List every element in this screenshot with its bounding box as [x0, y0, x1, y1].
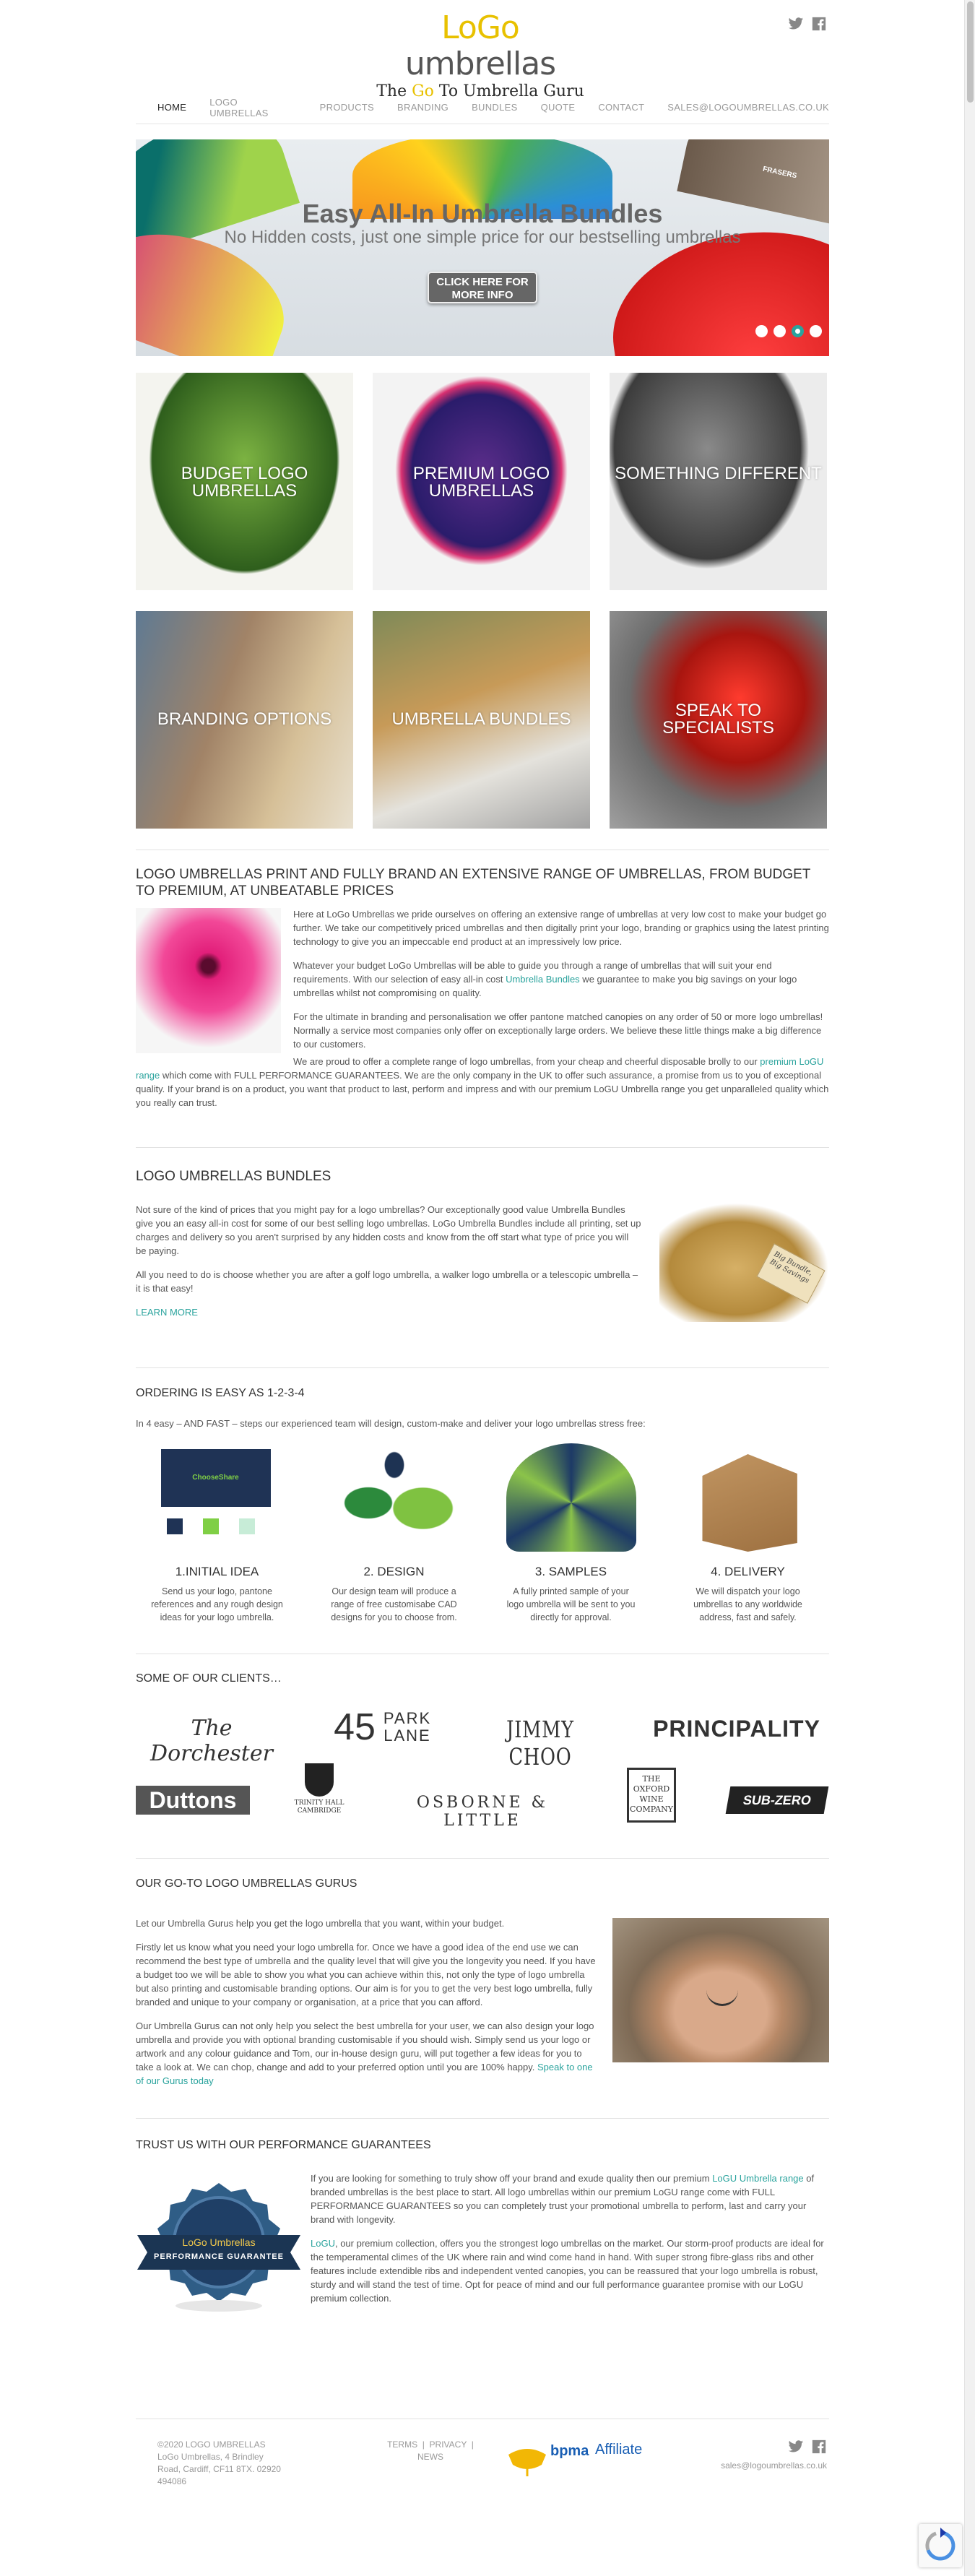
footer-links: TERMS | PRIVACY | NEWS: [387, 2439, 474, 2462]
step-samples: [490, 1443, 652, 1624]
nav-quote[interactable]: QUOTE: [540, 102, 576, 113]
step-title: 4. DELIVERY: [711, 1565, 785, 1578]
text: CAMBRIDGE: [297, 1807, 342, 1815]
pink-umbrella-image: [136, 908, 281, 1053]
address-line: LoGo Umbrellas, 4 Brindley: [157, 2452, 264, 2462]
text: TRINITY HALL: [294, 1799, 344, 1807]
swatch: [203, 1518, 219, 1534]
tile-caption: BUDGET LOGO UMBRELLAS: [181, 464, 308, 501]
address-line: 494086: [157, 2476, 187, 2486]
tile-caption: SOMETHING DIFFERENT: [615, 464, 822, 483]
text: We are proud to offer a complete range of logo umbrellas, from your cheap and cheerful disposable brolly to our: [293, 1056, 760, 1067]
badge-brand: LoGo Umbrellas: [182, 2236, 256, 2248]
client-osborne-little: OSBORNE & LITTLE: [416, 1794, 549, 1830]
hero-cta-button[interactable]: CLICK HERE FOR MORE INFO: [428, 272, 537, 303]
speak-to-guru-link[interactable]: Speak to one of our Gurus today: [136, 2062, 593, 2086]
copyright: ©2020 LOGO UMBRELLAS: [157, 2439, 266, 2450]
client-45-park-lane-text: [378, 1710, 436, 1745]
ordering-intro: In 4 easy – AND FAST – steps our experienced team will design, custom-make and deliver your logo umbrellas stress free:: [136, 1418, 646, 1429]
tile-speak-to-specialists[interactable]: [610, 611, 827, 829]
client-sub-zero: SUB-ZERO: [726, 1786, 829, 1814]
badge-line: PERFORMANCE GUARANTEE: [154, 2252, 284, 2261]
bundles-text: [136, 1203, 641, 1329]
trust-heading: TRUST US WITH OUR PERFORMANCE GUARANTEES: [136, 2139, 431, 2151]
step-image: [683, 1443, 813, 1552]
site-logo[interactable]: [376, 10, 585, 101]
text: PARK: [383, 1709, 432, 1727]
step-initial-idea: [136, 1443, 298, 1624]
address-line: Road, Cardiff, CF11 8TX. 02920: [157, 2464, 281, 2474]
client-oxford-wine: [627, 1768, 676, 1823]
text: OXFORD: [633, 1784, 670, 1794]
trust-p1: [311, 2171, 829, 2226]
tile-premium-logo-umbrellas[interactable]: [373, 373, 590, 590]
text: which come with FULL PERFORMANCE GUARANTEES. We are the only company in the UK to offer such assurance, a promise from us to you of exceptional quality. If your brand is on a product, you want that product to last, perform and impress and with our premium LoGU Umbrella range you get unparalleled quality which you really can trust.: [136, 1070, 829, 1108]
affiliate-text: Affiliate: [595, 2442, 643, 2458]
trust-text: [311, 2171, 829, 2315]
smiley-hand-image: [612, 1918, 829, 2062]
step-title: 3. SAMPLES: [534, 1565, 607, 1578]
step-design: [313, 1443, 475, 1624]
divider: [136, 1367, 829, 1368]
main-nav: [136, 91, 829, 124]
text: , our premium collection, offers you the strongest logo umbrellas on the market. Our storm-proof products are ideal for the temperamental climes of the UK where rain and wind come hand in hand. With super strong fibre-glass ribs and other features include extendible ribs and independent vented canopies, you can be reassured that your logo umbrella is robust, sturdy and will stand the test of time. Opt for peace of mind and our full performance guarantee promise with our LoGU premium collection.: [311, 2238, 824, 2304]
step-text: We will dispatch your logo umbrellas to any worldwide address, fast and safely.: [693, 1586, 802, 1622]
facebook-icon[interactable]: [811, 16, 827, 32]
terms-link[interactable]: TERMS: [387, 2439, 418, 2450]
step-image: [506, 1443, 636, 1552]
hero-subtitle: No Hidden costs, just one simple price for our bestselling umbrellas: [224, 228, 741, 247]
hero-title: Easy All-In Umbrella Bundles: [302, 199, 663, 228]
text: of branded umbrellas is the best place to start. All logo umbrellas within our premium LoGU range come with FULL PERFORMANCE GUARANTEES so you can completely trust your promotional umbrella to perform, last and carry your brand with longevity.: [311, 2173, 815, 2225]
logu-link[interactable]: LoGU: [311, 2238, 335, 2249]
nav-email[interactable]: SALES@LOGOUMBRELLAS.CO.UK: [667, 102, 829, 113]
news-link[interactable]: NEWS: [417, 2452, 443, 2462]
divider: [136, 2118, 829, 2119]
step-delivery: [667, 1443, 829, 1624]
slider-dot[interactable]: [755, 325, 768, 337]
brand-sample: ChooseShare: [161, 1449, 271, 1507]
nav-branding[interactable]: BRANDING: [397, 102, 449, 113]
step-title: 2. DESIGN: [363, 1565, 425, 1578]
swatch: [167, 1518, 183, 1534]
ordering-steps: [136, 1443, 829, 1624]
footer-contact: [721, 2439, 827, 2471]
twitter-icon[interactable]: [788, 16, 804, 32]
nav-bundles[interactable]: BUNDLES: [472, 102, 518, 113]
twitter-icon[interactable]: [788, 2439, 804, 2455]
client-logos: [136, 1701, 829, 1838]
logo-part1: LoGo: [441, 9, 519, 46]
gift-tag: Big Bundle, Big Savings: [756, 1243, 825, 1303]
tagline-pre: The: [376, 82, 412, 100]
client-principality: PRINCIPALITY: [653, 1716, 820, 1742]
nav-contact[interactable]: CONTACT: [598, 102, 645, 113]
performance-guarantee-badge: [136, 2177, 302, 2314]
nav-products[interactable]: PRODUCTS: [319, 102, 375, 113]
bpma-text: bpma: [550, 2443, 589, 2459]
scrollbar-thumb[interactable]: [967, 1, 974, 103]
tagline-post: To Umbrella Guru: [433, 82, 584, 100]
shield-icon: [305, 1763, 334, 1797]
gurus-text: [136, 1916, 598, 2098]
intro-full: [136, 1055, 829, 1110]
client-dorchester: The Dorchester: [150, 1716, 273, 1766]
text: If you are looking for something to truly show off your brand and exude quality then our premium: [311, 2173, 713, 2184]
slider-dot[interactable]: [774, 325, 786, 337]
recaptcha-badge[interactable]: [919, 2524, 962, 2567]
nav-logo-umbrellas[interactable]: LOGO UMBRELLAS: [209, 96, 269, 118]
client-45-park-lane: 45: [334, 1706, 376, 1748]
footer-address: [157, 2439, 324, 2488]
divider: [136, 1147, 829, 1148]
facebook-icon[interactable]: [811, 2439, 827, 2455]
slider-dot[interactable]: [810, 325, 822, 337]
text: Whatever your budget LoGo Umbrellas will be able to guide you through a range of umbrellas that will suit your end requirements. With our selection of easy all-in cost: [293, 960, 772, 985]
premium-logu-range-link[interactable]: premium LoGU range: [136, 1056, 824, 1081]
hero-slider[interactable]: [136, 139, 829, 356]
intro-p4: [136, 1055, 829, 1110]
header-social: [788, 16, 827, 32]
tile-something-different[interactable]: [610, 373, 827, 590]
client-trinity-hall: [290, 1763, 348, 1815]
gift-parcel-image: [659, 1203, 829, 1322]
text: THE: [642, 1774, 661, 1784]
slide-brand: FRASERS: [762, 165, 798, 181]
footer-email-link[interactable]: sales@logoumbrellas.co.uk: [721, 2460, 827, 2471]
slider-dot-active[interactable]: [792, 325, 804, 337]
swatch: [239, 1518, 255, 1534]
bundles-p1: Not sure of the kind of prices that you might pay for a logo umbrellas? Our exceptionally good value Umbrella Bundles give you an easy all-in cost for some of our best selling logo umbrellas. LoGo Umbrella Bundles include all printing, set up charges and delivery so you aren't surprised by any hidden costs and know from the off start what type of price you will be paying.: [136, 1204, 641, 1256]
gurus-p2: Firstly let us know what you need your logo umbrella for. Once we have a good idea of the end use we can recommend the best type of umbrella and the quality level that will give you the longevity you need. If you have a budget too we will be able to show you what you can achieve within this, not only the type of logo umbrella but also printing and customisable branding options. Our aim is for you to get the very best logo umbrella, fully branded and unique to your company or organisation, at a price that you can afford.: [136, 1942, 596, 2007]
logo-part2: umbrellas: [404, 46, 556, 82]
step-title: 1.INITIAL IDEA: [175, 1565, 259, 1578]
logu-range-link[interactable]: LoGU Umbrella range: [712, 2173, 804, 2184]
client-jimmy-choo: JIMMY CHOO: [506, 1716, 574, 1771]
step-text: Send us your logo, pantone references and any rough design ideas for your logo umbrella.: [151, 1586, 283, 1622]
text: LANE: [384, 1726, 431, 1745]
page-scrollbar[interactable]: [964, 0, 975, 2576]
intro-text: [293, 907, 829, 1061]
step-image: [329, 1443, 459, 1552]
smile-icon: [706, 1990, 738, 2006]
step-text: Our design team will produce a range of free customisabe CAD designs for you to choose from.: [331, 1586, 457, 1622]
tile-caption: UMBRELLA BUNDLES: [391, 709, 571, 729]
intro-heading: LOGO UMBRELLAS PRINT AND FULLY BRAND AN EXTENSIVE RANGE OF UMBRELLAS, FROM BUDGET TO PREMIUM, AT UNBEATABLE PRICES: [136, 867, 811, 899]
slider-dots: [755, 325, 822, 337]
divider: [136, 1858, 829, 1859]
intro-p3: For the ultimate in branding and personalisation we offer pantone matched canopies on any order of 50 or more logo umbrellas! Normally a service most companies only offer on exceptionally large orders. We believe these little things make a big difference to our customers.: [293, 1011, 823, 1050]
step-text: A fully printed sample of your logo umbrella will be sent to you directly for approval.: [506, 1586, 636, 1622]
text: Our Umbrella Gurus can not only help you select the best umbrella for your user, we can also design your logo umbrella and provide you with optional branding customisable if you should wish. Simply send us your logo or artwork and any colour guidance and Tom, our in-house design guru, will put together a few ideas for you to take a look at. We can chop, change and add to your preferred option until you are 100% happy.: [136, 2020, 594, 2073]
text: we guarantee to make you big savings on your logo umbrellas whilst not compromising on quality.: [293, 974, 797, 998]
tile-caption: BRANDING OPTIONS: [157, 709, 332, 729]
clients-heading: SOME OF OUR CLIENTS…: [136, 1672, 282, 1685]
tile-caption: SPEAK TO SPECIALISTS: [662, 701, 774, 738]
trust-p2: [311, 2236, 829, 2305]
client-duttons: Duttons: [136, 1786, 250, 1815]
intro-p1: Here at LoGo Umbrellas we pride ourselves on offering an extensive range of umbrellas at very low cost to make your budget go further. We take our competitively priced umbrellas and then digitally print your logo, branding or graphics using the latest printing technology to give you an impeccable end product at an impressively low price.: [293, 909, 829, 947]
bundles-p2: All you need to do is choose whether you are after a golf logo umbrella, a walker logo umbrella or a telescopic umbrella – it is that easy!: [136, 1269, 638, 1294]
tile-budget-logo-umbrellas[interactable]: [136, 373, 353, 590]
intro-p2: [293, 959, 829, 1000]
learn-more-link[interactable]: LEARN MORE: [136, 1307, 198, 1318]
tile-caption: PREMIUM LOGO UMBRELLAS: [412, 464, 550, 501]
bundles-heading: LOGO UMBRELLAS BUNDLES: [136, 1169, 332, 1184]
tagline-go: Go: [412, 82, 434, 100]
text: WINE: [639, 1794, 664, 1804]
tile-branding-options[interactable]: [136, 611, 353, 829]
bpma-affiliate-logo: [506, 2436, 657, 2479]
gurus-p1: Let our Umbrella Gurus help you get the logo umbrella that you want, within your budget.: [136, 1918, 505, 1929]
nav-home[interactable]: HOME: [157, 102, 187, 113]
gurus-heading: OUR GO-TO LOGO UMBRELLAS GURUS: [136, 1877, 358, 1890]
gurus-p3: [136, 2019, 598, 2088]
privacy-link[interactable]: PRIVACY: [429, 2439, 467, 2450]
tile-umbrella-bundles[interactable]: [373, 611, 590, 829]
ordering-heading: ORDERING IS EASY AS 1-2-3-4: [136, 1387, 305, 1399]
umbrella-bundles-link[interactable]: Umbrella Bundles: [506, 974, 580, 985]
text: COMPANY: [630, 1805, 673, 1814]
step-image: [152, 1443, 282, 1552]
